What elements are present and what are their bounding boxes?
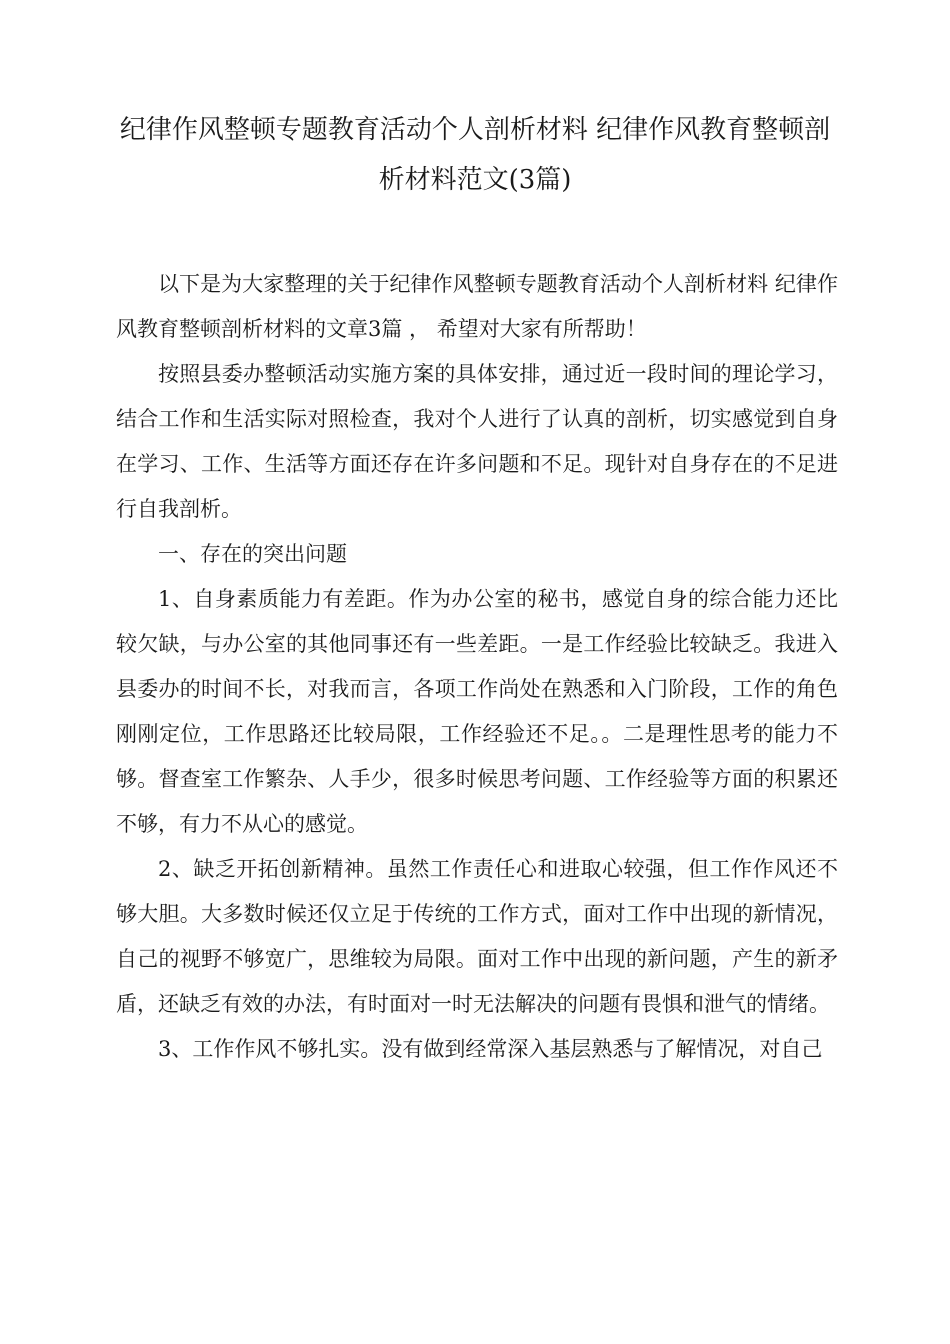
section-heading: 一、存在的突出问题 [158,542,347,566]
document-body [116,262,838,1072]
paragraph-intro: 以下是为大家整理的关于纪律作风整顿专题教育活动个人剖析材料 纪律作风教育整顿剖析材料的文章3篇 ， 希望对大家有所帮助！ [116,272,838,341]
paragraph-issue-3: 3、工作作风不够扎实。没有做到经常深入基层熟悉与了解情况，对自己 [158,1037,823,1061]
paragraph-background: 按照县委办整顿活动实施方案的具体安排，通过近一段时间的理论学习，结合工作和生活实际对照检查，我对个人进行了认真的剖析，切实感觉到自身在学习、工作、生活等方面还存在许多问题和不足。现针对自身存在的不足进行自我剖析。 [116,362,838,521]
paragraph-issue-2: 2、缺乏开拓创新精神。虽然工作责任心和进取心较强，但工作作风还不够大胆。大多数时候还仅立足于传统的工作方式，面对工作中出现的新情况，自己的视野不够宽广，思维较为局限。面对工作中出现的新问题，产生的新矛盾，还缺乏有效的办法，有时面对一时无法解决的问题有畏惧和泄气的情绪。 [116,857,838,1016]
document-title: 纪律作风整顿专题教育活动个人剖析材料 纪律作风教育整顿剖析材料范文(3篇) [119,115,831,195]
paragraph-issue-1: 1、自身素质能力有差距。作为办公室的秘书，感觉自身的综合能力还比较欠缺，与办公室的其他同事还有一些差距。一是工作经验比较缺乏。我进入县委办的时间不长，对我而言，各项工作尚处在熟悉和入门阶段，工作的角色刚刚定位，工作思路还比较局限，工作经验还不足。。二是理性思考的能力不够。督查室工作繁杂、人手少，很多时候思考问题、工作经验等方面的积累还不够，有力不从心的感觉。 [116,587,838,836]
